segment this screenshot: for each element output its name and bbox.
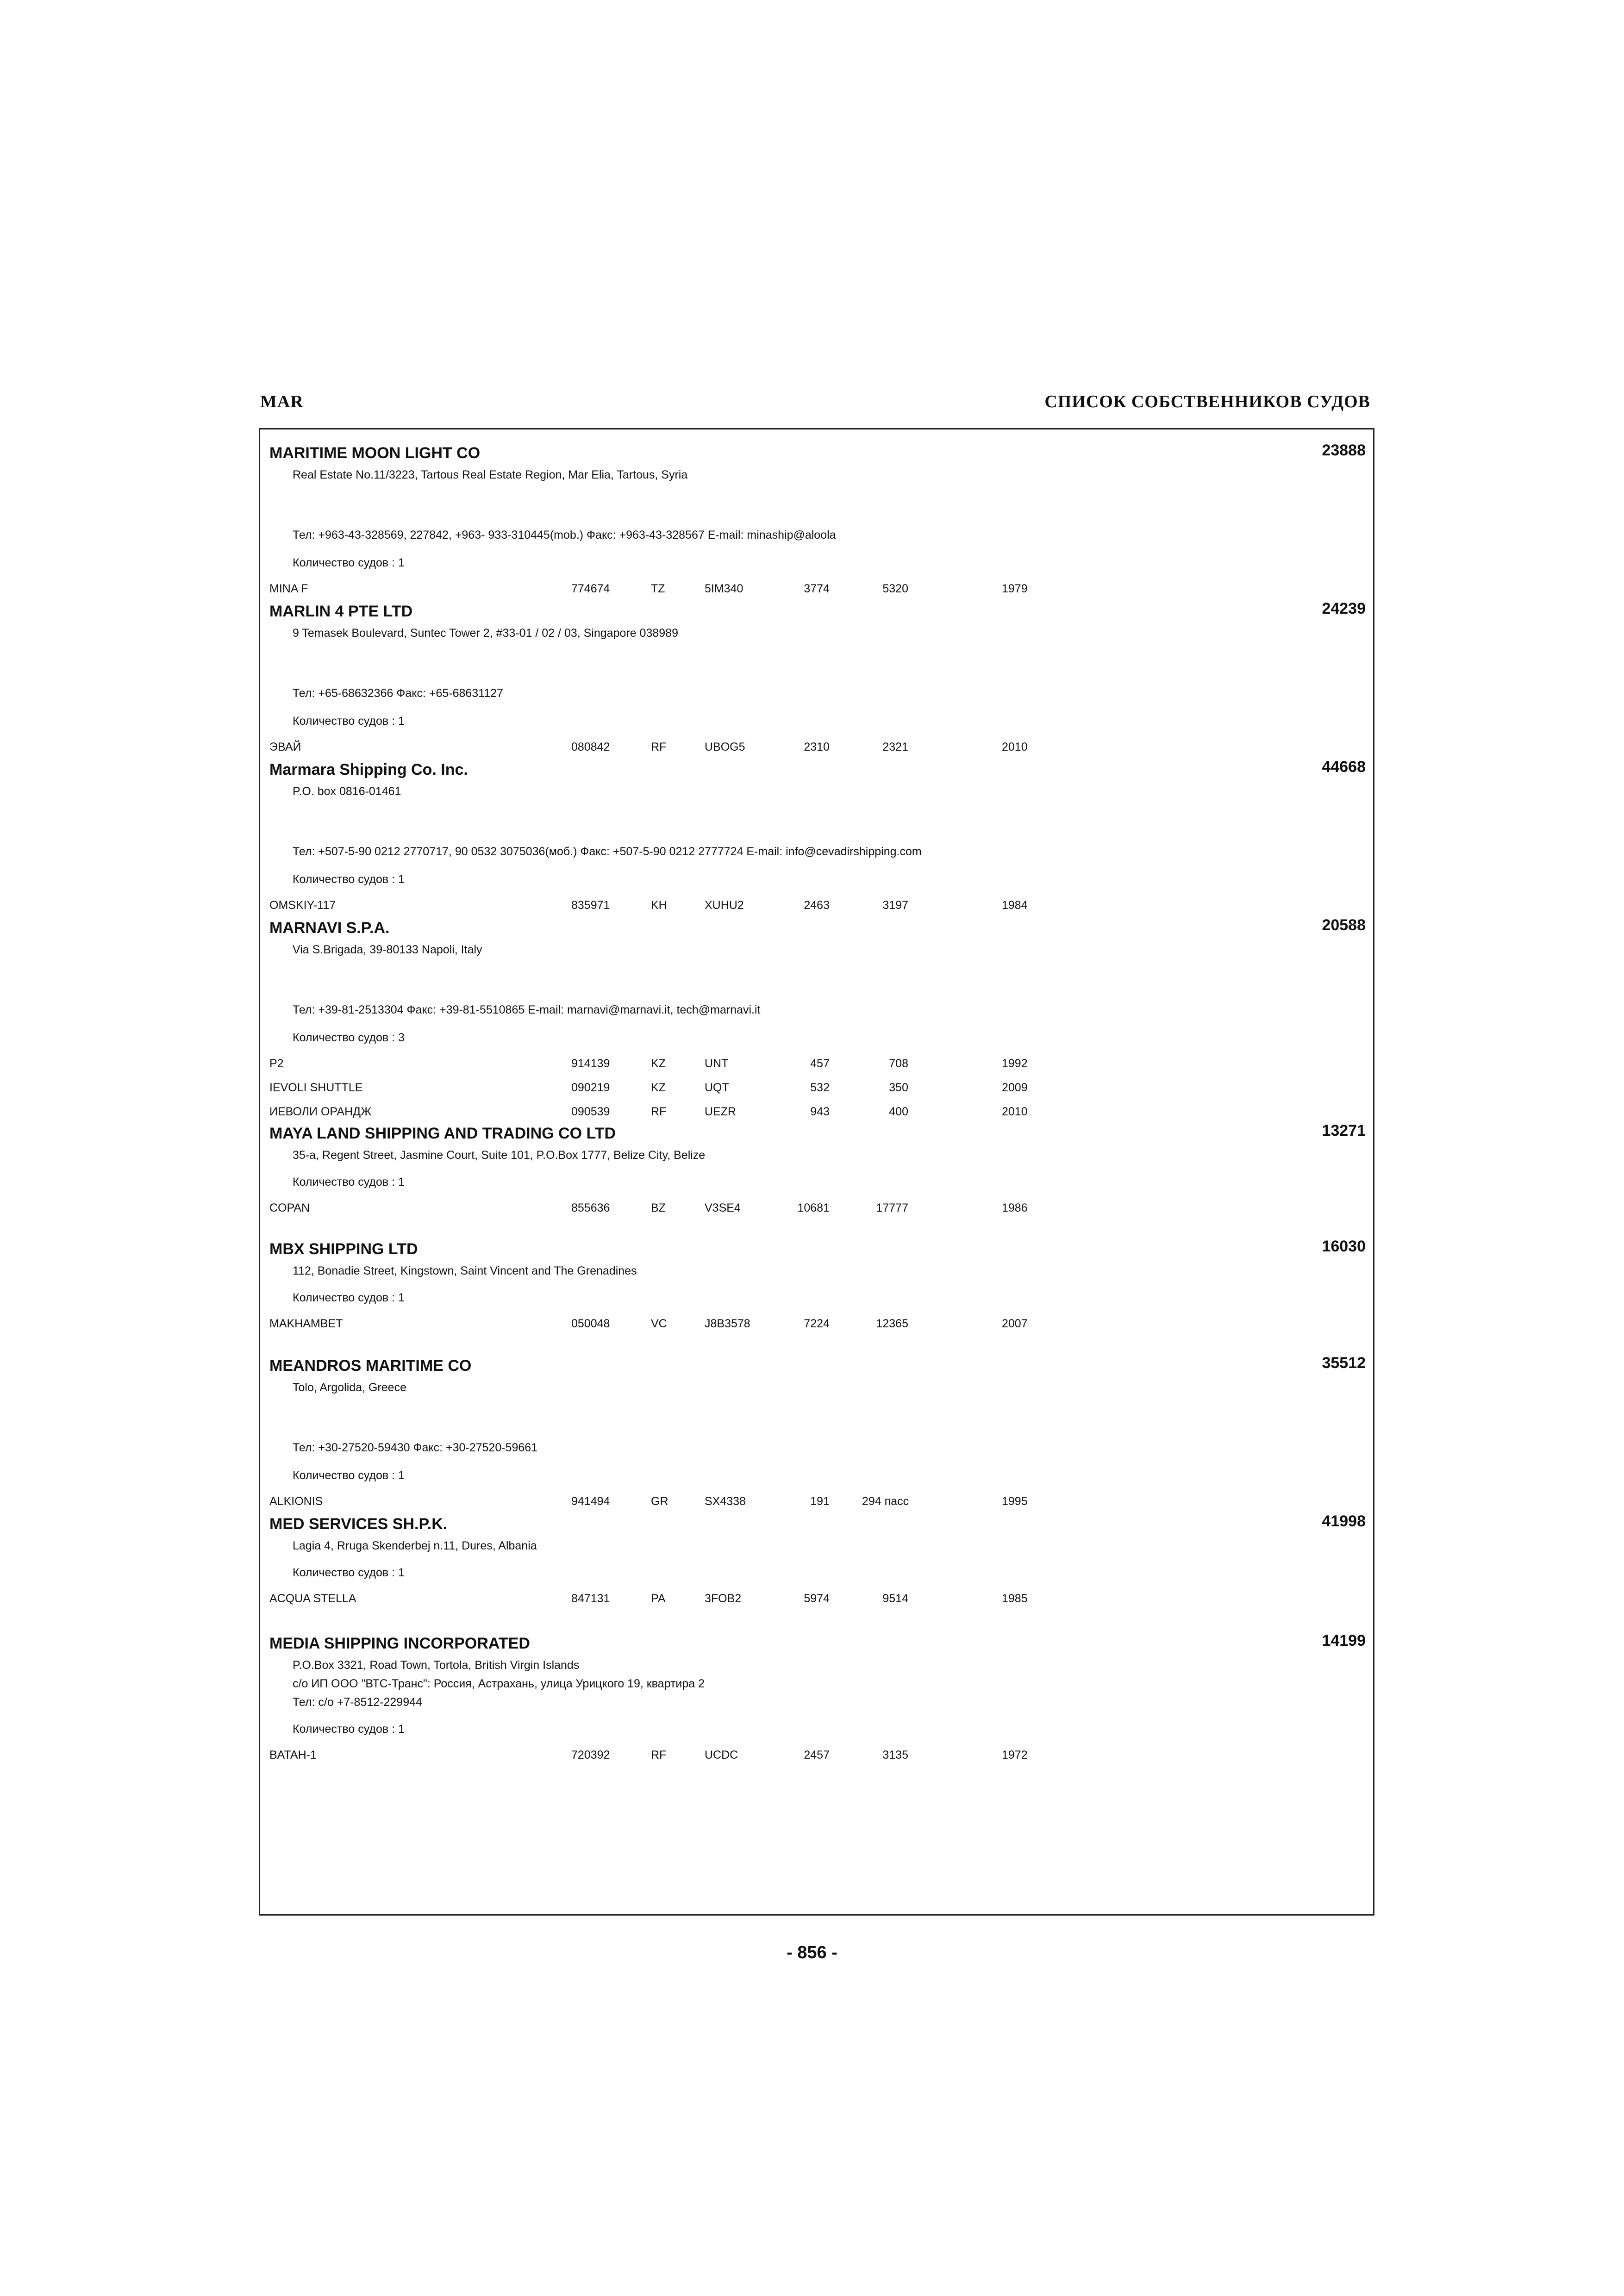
ship-name: OMSKIY-117 — [269, 899, 336, 912]
ship-flag: GR — [651, 1495, 668, 1508]
ship-gt: 2310 — [804, 740, 830, 753]
ship-imo: 835971 — [571, 899, 610, 912]
ship-flag: RF — [651, 1748, 667, 1761]
ship-imo: 050048 — [571, 1317, 610, 1330]
ship-callsign: UNT — [705, 1057, 729, 1070]
ship-gt: 532 — [810, 1081, 830, 1094]
owner-name: MARLIN 4 PTE LTD — [269, 603, 413, 620]
ship-name: BATAH-1 — [269, 1748, 317, 1761]
address-line: Via S.Brigada, 39-80133 Napoli, Italy — [293, 943, 482, 956]
contact-line: Тел: c/o +7-8512-229944 — [293, 1696, 422, 1709]
ship-dwt: 294 пасс — [862, 1495, 909, 1508]
owner-id: 24239 — [1322, 600, 1366, 617]
ship-row — [260, 1495, 1373, 1510]
address-line: P.O. box 0816-01461 — [293, 785, 401, 798]
owner-name: MEANDROS MARITIME CO — [269, 1357, 472, 1375]
ship-dwt: 3197 — [882, 899, 908, 912]
owner-id: 16030 — [1322, 1238, 1366, 1255]
address-line: 9 Temasek Boulevard, Suntec Tower 2, #33-01 / 02 / 03, Singapore 038989 — [293, 627, 678, 640]
owner-name: MED SERVICES SH.P.K. — [269, 1515, 448, 1533]
ship-flag: RF — [651, 740, 667, 753]
owner-id: 23888 — [1322, 442, 1366, 459]
ship-year: 2010 — [1002, 740, 1028, 753]
ship-year: 1984 — [1002, 899, 1028, 912]
ship-year: 1992 — [1002, 1057, 1028, 1070]
ship-count: Количество судов : 1 — [293, 1566, 405, 1579]
ship-callsign: V3SE4 — [705, 1201, 741, 1214]
ship-flag: VC — [651, 1317, 667, 1330]
ship-name: IEVOLI SHUTTLE — [269, 1081, 363, 1094]
ship-row — [260, 1081, 1373, 1096]
ship-count: Количество судов : 1 — [293, 1723, 405, 1736]
ship-dwt: 9514 — [882, 1592, 908, 1605]
contact-line: Тел: +65-68632366 Факс: +65-68631127 — [293, 687, 503, 700]
ship-callsign: XUHU2 — [705, 899, 744, 912]
ship-imo: 090539 — [571, 1105, 610, 1118]
ship-year: 1972 — [1002, 1748, 1028, 1761]
ship-gt: 3774 — [804, 582, 830, 595]
ship-callsign: UEZR — [705, 1105, 737, 1118]
owner-id: 41998 — [1322, 1512, 1366, 1530]
contact-line: Тел: +39-81-2513304 Факс: +39-81-5510865 E-mail: marnavi@marnavi.it, tech@marnavi.it — [293, 1003, 761, 1016]
address-line: c/o ИП ООО "ВТС-Транс": Россия, Астрахань, улица Урицкого 19, квартира 2 — [293, 1677, 705, 1690]
address-line: 112, Bonadie Street, Kingstown, Saint Vincent and The Grenadines — [293, 1264, 637, 1277]
ship-imo: 774674 — [571, 582, 610, 595]
ship-year: 1986 — [1002, 1201, 1028, 1214]
ship-gt: 2463 — [804, 899, 830, 912]
ship-gt: 5974 — [804, 1592, 830, 1605]
owner-name: Marmara Shipping Co. Inc. — [269, 761, 468, 778]
ship-name: P2 — [269, 1057, 284, 1070]
ship-flag: KZ — [651, 1081, 666, 1094]
ship-dwt: 2321 — [882, 740, 908, 753]
ship-flag: TZ — [651, 582, 665, 595]
ship-count: Количество судов : 1 — [293, 1176, 405, 1188]
ship-gt: 10681 — [797, 1201, 830, 1214]
owners-table-frame — [259, 428, 1374, 1916]
ship-year: 1985 — [1002, 1592, 1028, 1605]
ship-imo: 941494 — [571, 1495, 610, 1508]
ship-dwt: 3135 — [882, 1748, 908, 1761]
ship-count: Количество судов : 1 — [293, 1469, 405, 1482]
ship-row — [260, 1057, 1373, 1072]
ship-gt: 191 — [810, 1495, 830, 1508]
ship-name: ИЕВОЛИ ОРАНДЖ — [269, 1105, 372, 1118]
contact-line: Тел: +963-43-328569, 227842, +963- 933-310445(mob.) Факс: +963-43-328567 E-mail: minaship@aloola — [293, 529, 836, 541]
owner-id: 35512 — [1322, 1354, 1366, 1372]
ship-flag: RF — [651, 1105, 667, 1118]
owner-id: 14199 — [1322, 1632, 1366, 1649]
ship-dwt: 400 — [889, 1105, 908, 1118]
ship-row — [260, 1201, 1373, 1216]
ship-row — [260, 582, 1373, 597]
ship-name: ACQUA STELLA — [269, 1592, 356, 1605]
ship-row — [260, 1105, 1373, 1120]
ship-callsign: SX4338 — [705, 1495, 746, 1508]
ship-row — [260, 1748, 1373, 1763]
ship-name: COPAN — [269, 1201, 310, 1214]
address-line: P.O.Box 3321, Road Town, Tortola, British Virgin Islands — [293, 1659, 580, 1672]
ship-row — [260, 1592, 1373, 1607]
page-number: - 856 - — [787, 1943, 837, 1962]
owner-name: MBX SHIPPING LTD — [269, 1240, 418, 1258]
ship-flag: PA — [651, 1592, 666, 1605]
ship-callsign: 3FOB2 — [705, 1592, 742, 1605]
owner-name: MEDIA SHIPPING INCORPORATED — [269, 1635, 530, 1652]
ship-count: Количество судов : 1 — [293, 873, 405, 886]
ship-dwt: 350 — [889, 1081, 908, 1094]
ship-count: Количество судов : 1 — [293, 1291, 405, 1304]
address-line: Tolo, Argolida, Greece — [293, 1381, 406, 1394]
ship-year: 2010 — [1002, 1105, 1028, 1118]
ship-count: Количество судов : 1 — [293, 556, 405, 569]
ship-count: Количество судов : 1 — [293, 715, 405, 728]
ship-name: MAKHAMBET — [269, 1317, 343, 1330]
ship-name: ALKIONIS — [269, 1495, 323, 1508]
ship-flag: KZ — [651, 1057, 666, 1070]
ship-year: 2007 — [1002, 1317, 1028, 1330]
ship-dwt: 17777 — [876, 1201, 908, 1214]
ship-row — [260, 1317, 1373, 1332]
ship-name: MINA F — [269, 582, 308, 595]
ship-year: 2009 — [1002, 1081, 1028, 1094]
owner-id: 20588 — [1322, 916, 1366, 934]
owner-name: MAYA LAND SHIPPING AND TRADING CO LTD — [269, 1125, 616, 1142]
ship-row — [260, 899, 1373, 914]
ship-imo: 855636 — [571, 1201, 610, 1214]
contact-line: Тел: +30-27520-59430 Факс: +30-27520-59661 — [293, 1441, 538, 1454]
ship-count: Количество судов : 3 — [293, 1031, 405, 1044]
ship-gt: 2457 — [804, 1748, 830, 1761]
ship-flag: BZ — [651, 1201, 666, 1214]
ship-callsign: J8B3578 — [705, 1317, 750, 1330]
ship-gt: 943 — [810, 1105, 830, 1118]
ship-gt: 457 — [810, 1057, 830, 1070]
ship-imo: 720392 — [571, 1748, 610, 1761]
owner-name: MARNAVI S.P.A. — [269, 919, 390, 937]
ship-gt: 7224 — [804, 1317, 830, 1330]
running-header-right: СПИСОК СОБСТВЕННИКОВ СУДОВ — [1044, 392, 1370, 411]
running-header-left: MAR — [260, 392, 304, 411]
ship-name: ЭВАЙ — [269, 740, 301, 753]
ship-row — [260, 740, 1373, 755]
ship-imo: 847131 — [571, 1592, 610, 1605]
ship-imo: 080842 — [571, 740, 610, 753]
ship-flag: KH — [651, 899, 667, 912]
contact-line: Тел: +507-5-90 0212 2770717, 90 0532 3075036(моб.) Факс: +507-5-90 0212 2777724 E-mail: info@cevadirshipping.com — [293, 845, 922, 858]
address-line: Lagia 4, Rruga Skenderbej n.11, Dures, Albania — [293, 1539, 537, 1552]
address-line: Real Estate No.11/3223, Tartous Real Estate Region, Mar Elia, Tartous, Syria — [293, 468, 688, 481]
ship-year: 1995 — [1002, 1495, 1028, 1508]
owner-id: 13271 — [1322, 1122, 1366, 1139]
ship-imo: 914139 — [571, 1057, 610, 1070]
owner-name: MARITIME MOON LIGHT CO — [269, 444, 481, 462]
ship-year: 1979 — [1002, 582, 1028, 595]
ship-dwt: 5320 — [882, 582, 908, 595]
ship-callsign: UBOG5 — [705, 740, 745, 753]
ship-imo: 090219 — [571, 1081, 610, 1094]
ship-dwt: 708 — [889, 1057, 908, 1070]
ship-callsign: UCDC — [705, 1748, 738, 1761]
address-line: 35-a, Regent Street, Jasmine Court, Suite 101, P.O.Box 1777, Belize City, Belize — [293, 1149, 706, 1162]
ship-dwt: 12365 — [876, 1317, 908, 1330]
owner-id: 44668 — [1322, 758, 1366, 776]
ship-callsign: UQT — [705, 1081, 729, 1094]
ship-callsign: 5IM340 — [705, 582, 743, 595]
